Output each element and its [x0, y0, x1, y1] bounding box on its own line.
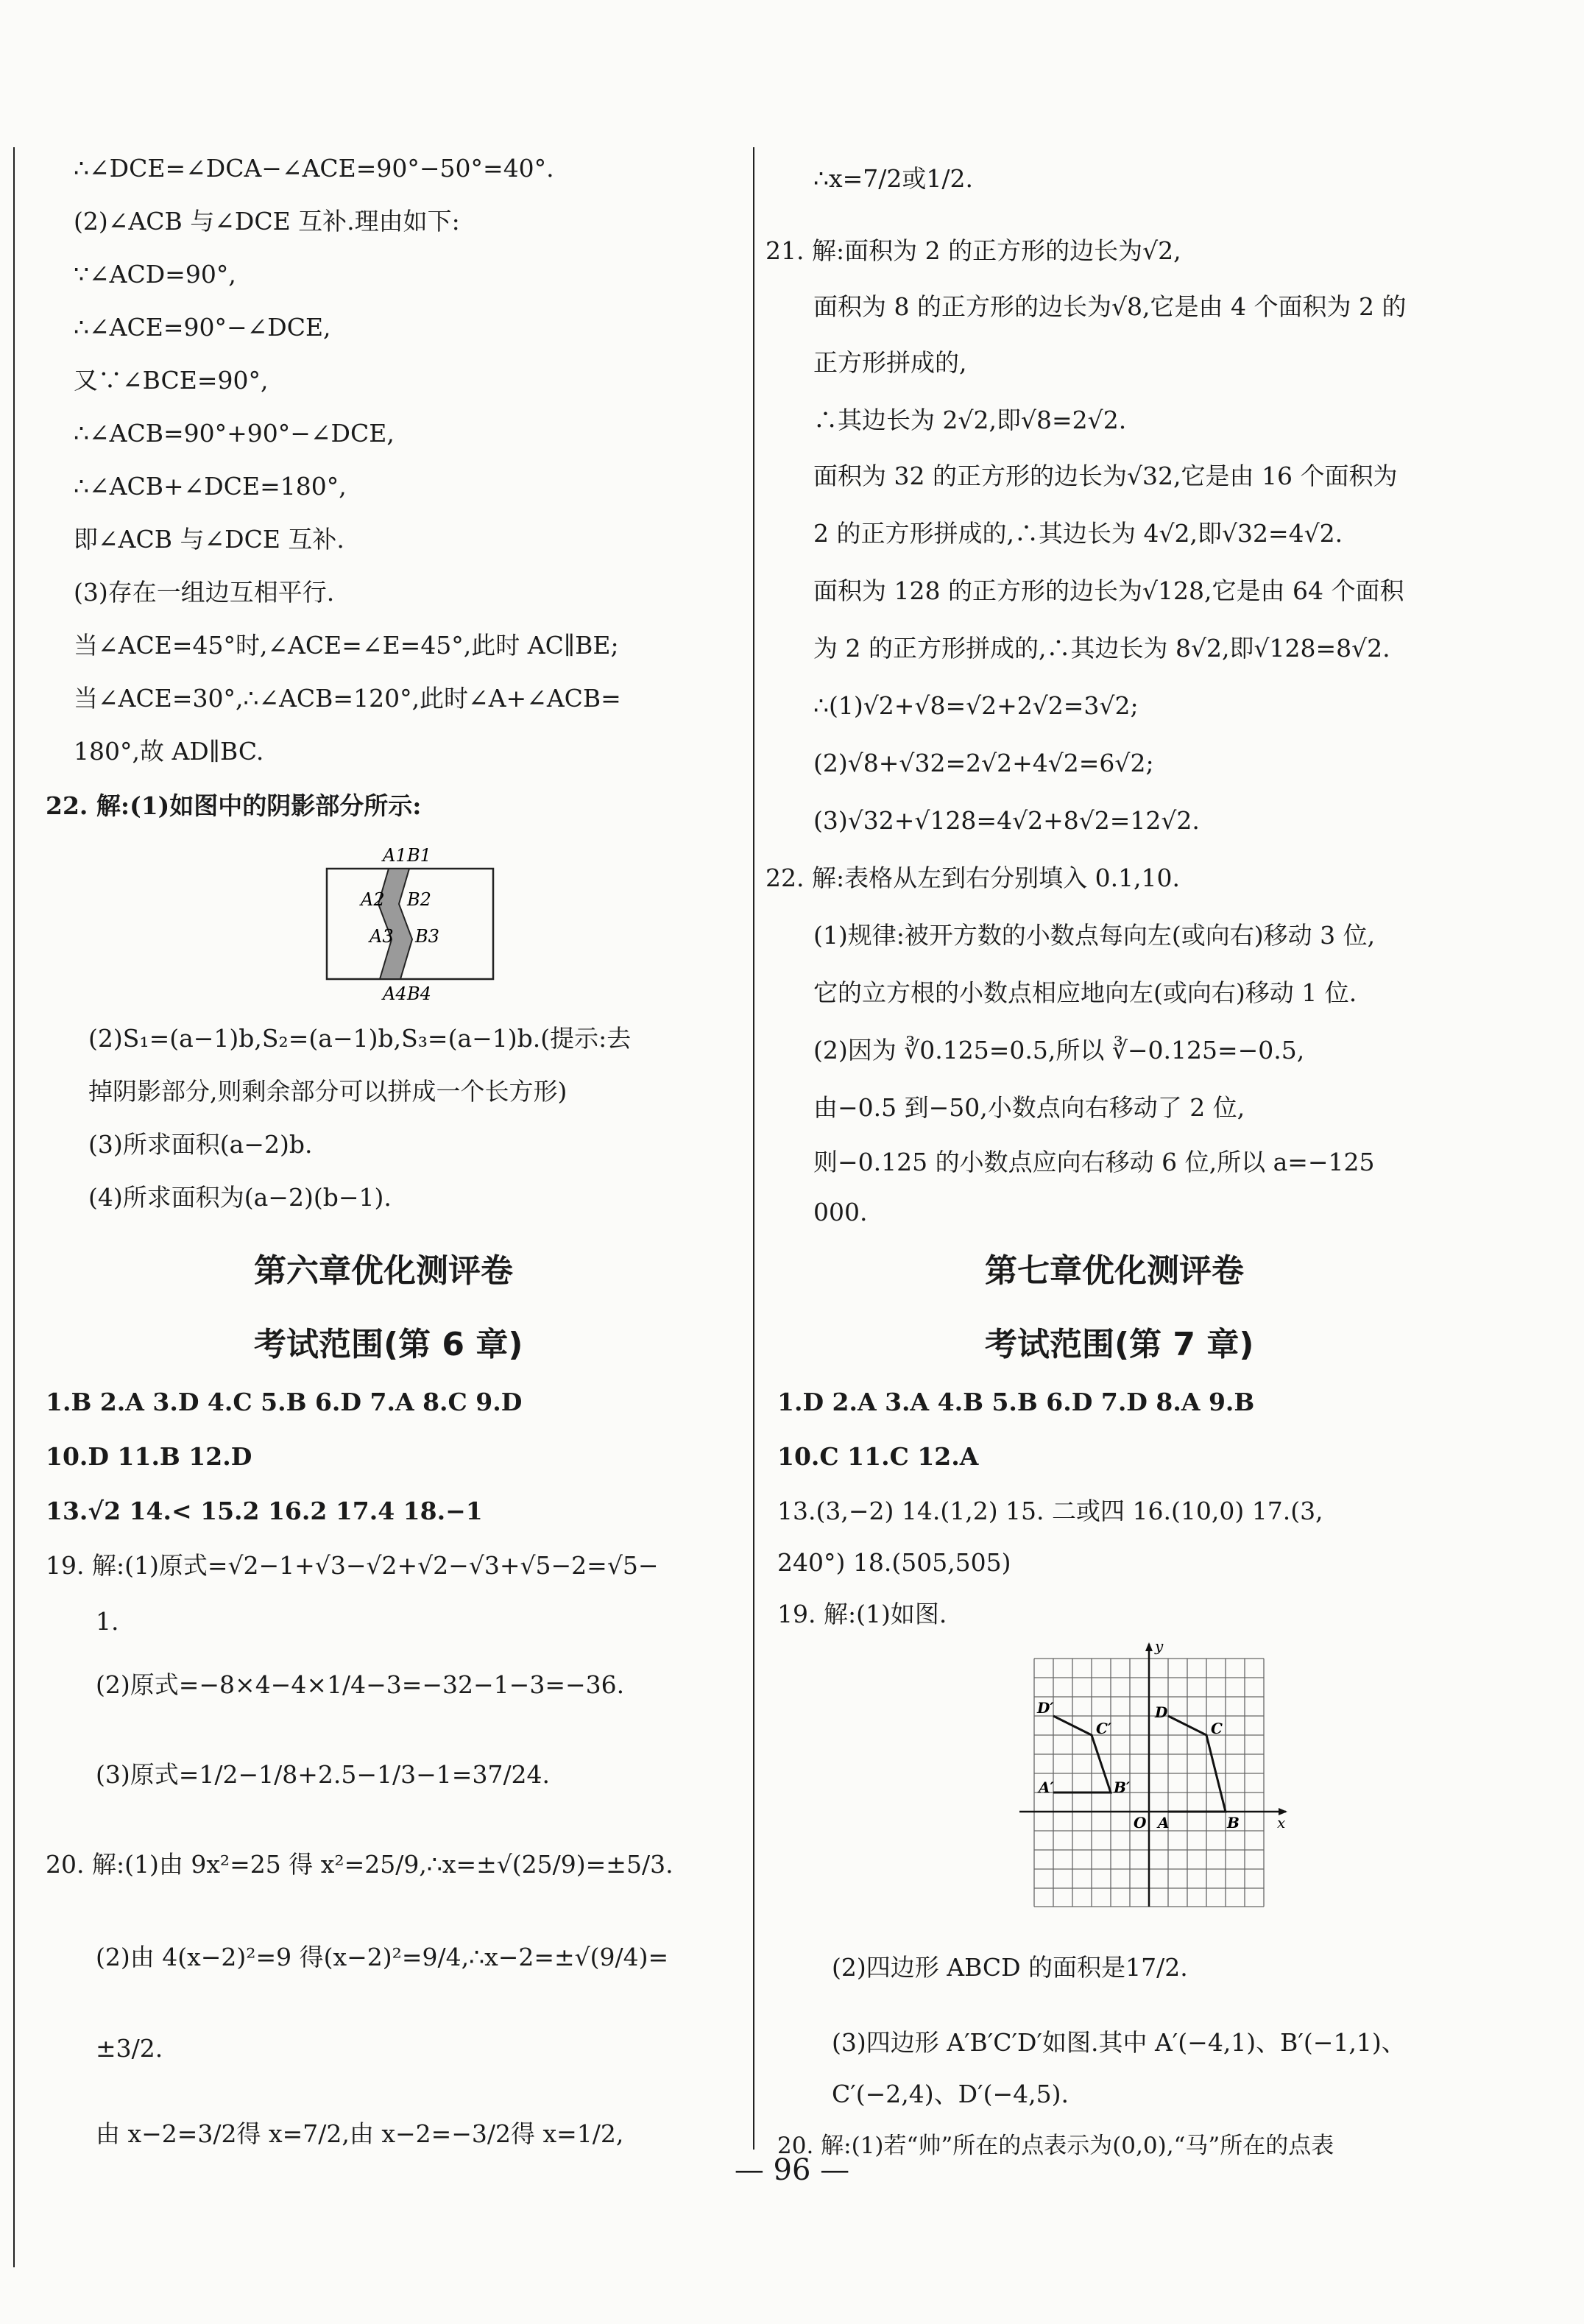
right-line-12: (3)√32+√128=4√2+8√2=12√2.	[813, 806, 1200, 835]
label-b2: B2	[407, 889, 431, 910]
ch6-q20-3: 由 x−2=3/2得 x=7/2,由 x−2=−3/2得 x=1/2,	[96, 2119, 624, 2148]
right-line-8: 面积为 128 的正方形的边长为√128,它是由 64 个面积	[813, 576, 1404, 605]
right-line-9: 为 2 的正方形拼成的,∴其边长为 8√2,即√128=8√2.	[813, 634, 1390, 663]
right-line-1: ∴x=7/2或1/2.	[813, 164, 973, 193]
right-line-18: 则−0.125 的小数点应向右移动 6 位,所以 a=−125	[813, 1148, 1375, 1176]
ch6-q20-1: 20. 解:(1)由 9x²=25 得 x²=25/9,∴x=±√(25/9)=±5/3.	[46, 1850, 673, 1879]
left-line-12: 180°,故 AD∥BC.	[74, 737, 264, 766]
ch7-q19-3: (3)四边形 A′B′C′D′如图.其中 A′(−4,1)、B′(−1,1)、	[832, 2028, 1406, 2057]
left-line-14: (2)S₁=(a−1)b,S₂=(a−1)b,S₃=(a−1)b.(提示:去	[88, 1024, 632, 1053]
ch7-q19-1: 19. 解:(1)如图.	[777, 1600, 947, 1628]
label-b: B	[1227, 1814, 1240, 1832]
ch7-q19-3-cont: C′(−2,4)、D′(−4,5).	[832, 2080, 1069, 2108]
ch6-q20-2: (2)由 4(x−2)²=9 得(x−2)²=9/4,∴x−2=±√(9/4)=	[96, 1943, 669, 1971]
ch6-q19-3: (3)原式=1/2−1/8+2.5−1/3−1=37/24.	[96, 1760, 551, 1789]
right-line-7: 2 的正方形拼成的,∴其边长为 4√2,即√32=4√2.	[813, 519, 1343, 548]
right-line-19: 000.	[813, 1198, 868, 1226]
right-line-17: 由−0.5 到−50,小数点向右移动了 2 位,	[813, 1093, 1245, 1122]
left-margin-rule	[13, 147, 15, 2267]
left-line-9: (3)存在一组边互相平行.	[74, 578, 335, 607]
left-line-6: ∴∠ACB=90°+90°−∠DCE,	[74, 419, 395, 448]
chapter6-heading: 第六章优化测评卷	[254, 1252, 513, 1290]
ch6-answers-2: 10.D 11.B 12.D	[46, 1442, 252, 1471]
ch7-answers-2: 10.C 11.C 12.A	[777, 1442, 979, 1471]
right-line-6: 面积为 32 的正方形的边长为√32,它是由 16 个面积为	[813, 462, 1398, 490]
chapter6-subheading: 考试范围(第 6 章)	[254, 1326, 523, 1363]
label-a1: A1	[383, 845, 407, 866]
figure-rectangle	[327, 869, 493, 979]
ch6-q19-2: (2)原式=−8×4−4×1/4−3=−32−1−3=−36.	[96, 1670, 625, 1699]
left-line-15: 掉阴影部分,则剩余部分可以拼成一个长方形)	[88, 1077, 568, 1106]
left-line-11: 当∠ACE=30°,∴∠ACB=120°,此时∠A+∠ACB=	[74, 684, 621, 713]
left-line-7: ∴∠ACB+∠DCE=180°,	[74, 472, 347, 501]
left-line-4: ∴∠ACE=90°−∠DCE,	[74, 313, 331, 342]
left-q22-line: 22. 解:(1)如图中的阴影部分所示:	[46, 791, 422, 820]
shaded-path-figure	[324, 839, 501, 1009]
ch7-q19-2: (2)四边形 ABCD 的面积是17/2.	[832, 1953, 1188, 1982]
label-d-prime: D′	[1037, 1699, 1054, 1717]
ch7-answers-3: 13.(3,−2) 14.(1,2) 15. 二或四 16.(10,0) 17.(3,	[777, 1497, 1323, 1525]
left-line-3: ∵∠ACD=90°,	[74, 260, 236, 289]
page-number: — 96 —	[734, 2153, 850, 2187]
right-line-5: ∴其边长为 2√2,即√8=2√2.	[813, 406, 1127, 434]
left-line-16: (3)所求面积(a−2)b.	[88, 1130, 313, 1159]
left-line-17: (4)所求面积为(a−2)(b−1).	[88, 1183, 392, 1212]
y-axis-arrow	[1145, 1642, 1153, 1651]
label-d: D	[1155, 1703, 1168, 1721]
label-c-prime: C′	[1096, 1720, 1112, 1737]
right-line-3: 面积为 8 的正方形的边长为√8,它是由 4 个面积为 2 的	[813, 292, 1407, 321]
left-line-10: 当∠ACE=45°时,∠ACE=∠E=45°,此时 AC∥BE;	[74, 631, 619, 660]
ch6-q20-2-cont: ±3/2.	[96, 2034, 163, 2063]
shaded-path	[378, 869, 412, 979]
right-line-4: 正方形拼成的,	[813, 348, 967, 377]
left-line-1: ∴∠DCE=∠DCA−∠ACE=90°−50°=40°.	[74, 154, 554, 183]
right-line-15: 它的立方根的小数点相应地向左(或向右)移动 1 位.	[813, 978, 1357, 1007]
ch6-answers-3: 13.√2 14.< 15.2 16.2 17.4 18.−1	[46, 1497, 483, 1525]
right-line-16: (2)因为 ∛0.125=0.5,所以 ∛−0.125=−0.5,	[813, 1036, 1305, 1064]
label-y-axis: y	[1155, 1638, 1164, 1655]
ch6-q19-1-cont: 1.	[96, 1607, 119, 1636]
right-line-2: 21. 解:面积为 2 的正方形的边长为√2,	[766, 236, 1181, 265]
ch7-answers-4: 240°) 18.(505,505)	[777, 1548, 1011, 1577]
ch7-answers-1: 1.D 2.A 3.A 4.B 5.B 6.D 7.D 8.A 9.B	[777, 1388, 1255, 1416]
label-a4: A4	[383, 983, 407, 1004]
ch6-q19-1: 19. 解:(1)原式=√2−1+√3−√2+√2−√3+√5−2=√5−	[46, 1551, 659, 1580]
left-line-5: 又∵∠BCE=90°,	[74, 366, 269, 395]
label-c: C	[1211, 1720, 1223, 1737]
label-b-prime: B′	[1114, 1779, 1131, 1796]
label-a3: A3	[370, 926, 394, 947]
label-x-axis: x	[1277, 1814, 1286, 1832]
right-line-14: (1)规律:被开方数的小数点每向左(或向右)移动 3 位,	[813, 921, 1376, 950]
label-b3: B3	[415, 926, 439, 947]
ch6-answers-1: 1.B 2.A 3.D 4.C 5.B 6.D 7.A 8.C 9.D	[46, 1388, 523, 1416]
label-a-prime: A′	[1039, 1779, 1054, 1796]
coordinate-grid-figure	[1019, 1638, 1299, 1918]
ch7-q20-1: 20. 解:(1)若“帅”所在的点表示为(0,0),“马”所在的点表	[777, 2133, 1334, 2159]
right-line-13: 22. 解:表格从左到右分别填入 0.1,10.	[766, 863, 1181, 892]
left-line-2: (2)∠ACB 与∠DCE 互补.理由如下:	[74, 207, 460, 236]
right-line-11: (2)√8+√32=2√2+4√2=6√2;	[813, 749, 1154, 777]
left-line-8: 即∠ACB 与∠DCE 互补.	[74, 525, 344, 554]
column-divider	[753, 147, 754, 2150]
right-line-10: ∴(1)√2+√8=√2+2√2=3√2;	[813, 691, 1139, 720]
label-a2: A2	[361, 889, 385, 910]
chapter7-heading: 第七章优化测评卷	[985, 1252, 1244, 1290]
label-a: A	[1158, 1814, 1170, 1832]
label-b4: B4	[407, 983, 431, 1004]
chapter7-subheading: 考试范围(第 7 章)	[985, 1326, 1254, 1363]
label-b1: B1	[407, 845, 431, 866]
label-origin: O	[1134, 1814, 1147, 1832]
